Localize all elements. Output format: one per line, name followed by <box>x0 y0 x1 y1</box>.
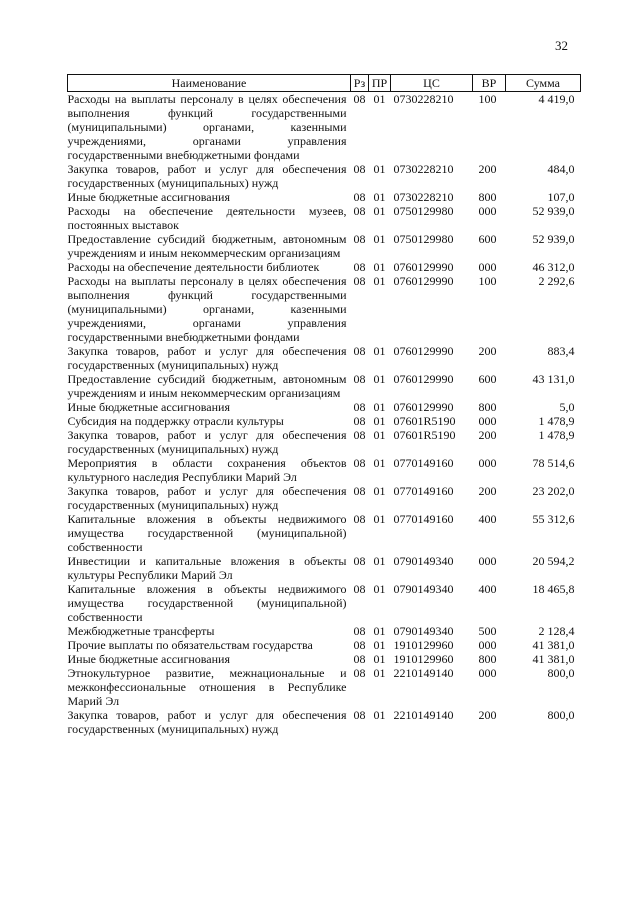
header-sum: Сумма <box>506 75 581 92</box>
cell-vr: 600 <box>478 232 497 246</box>
cell-pr: 01 <box>373 274 386 288</box>
cell-sum: 52 939,0 <box>532 232 575 246</box>
cell-name: Субсидия на поддержку отрасли культуры <box>67 414 284 428</box>
cell-cs: 0770149160 <box>393 512 454 526</box>
cell-pr: 01 <box>373 624 386 638</box>
cell-rz: 08 <box>353 624 366 638</box>
table-row <box>68 204 581 232</box>
table-row <box>68 400 581 414</box>
cell-name: Расходы на выплаты персоналу в целях обеспечения выполнения функций государственными (муниципальными) органами, казенными учреждениями, органами управления государственными внебюджетными фондами <box>67 274 347 344</box>
cell-cs: 0790149340 <box>393 554 454 568</box>
cell-vr: 200 <box>478 484 497 498</box>
cell-rz: 08 <box>353 484 366 498</box>
cell-rz: 08 <box>353 204 366 218</box>
cell-pr: 01 <box>373 652 386 666</box>
cell-cs: 0760129990 <box>393 372 454 386</box>
table-row <box>68 484 581 512</box>
cell-name: Предоставление субсидий бюджетным, автономным учреждениям и иным некоммерческим организациям <box>67 372 347 400</box>
cell-sum: 55 312,6 <box>532 512 575 526</box>
cell-name: Капитальные вложения в объекты недвижимого имущества государственной (муниципальной) собственности <box>67 512 347 554</box>
cell-name: Межбюджетные трансферты <box>67 624 215 638</box>
table-row <box>68 260 581 274</box>
cell-cs: 07601R5190 <box>393 414 456 428</box>
table-row <box>68 232 581 260</box>
cell-name: Расходы на обеспечение деятельности библиотек <box>67 260 320 274</box>
cell-pr: 01 <box>373 484 386 498</box>
cell-pr: 01 <box>373 708 386 722</box>
cell-pr: 01 <box>373 554 386 568</box>
cell-name: Закупка товаров, работ и услуг для обеспечения государственных (муниципальных) нужд <box>67 708 347 736</box>
cell-cs: 1910129960 <box>393 638 454 652</box>
cell-rz: 08 <box>353 372 366 386</box>
cell-cs: 0750129980 <box>393 204 454 218</box>
cell-sum: 23 202,0 <box>532 484 575 498</box>
cell-pr: 01 <box>373 414 386 428</box>
cell-rz: 08 <box>353 554 366 568</box>
cell-rz: 08 <box>353 456 366 470</box>
cell-vr: 200 <box>478 708 497 722</box>
cell-name: Закупка товаров, работ и услуг для обеспечения государственных (муниципальных) нужд <box>67 484 347 512</box>
cell-vr: 500 <box>478 624 497 638</box>
cell-cs: 0770149160 <box>393 484 454 498</box>
cell-sum: 1 478,9 <box>538 428 575 442</box>
cell-name: Предоставление субсидий бюджетным, автономным учреждениям и иным некоммерческим организациям <box>67 232 347 260</box>
cell-pr: 01 <box>373 260 386 274</box>
cell-sum: 52 939,0 <box>532 204 575 218</box>
table-row <box>68 414 581 428</box>
table-row <box>68 582 581 624</box>
cell-name: Инвестиции и капитальные вложения в объекты культуры Республики Марий Эл <box>67 554 347 582</box>
cell-sum: 2 128,4 <box>538 624 575 638</box>
cell-rz: 08 <box>353 512 366 526</box>
cell-name: Расходы на обеспечение деятельности музеев, постоянных выставок <box>67 204 347 232</box>
cell-rz: 08 <box>353 162 366 176</box>
cell-cs: 07601R5190 <box>393 428 456 442</box>
cell-sum: 43 131,0 <box>532 372 575 386</box>
cell-vr: 000 <box>478 260 497 274</box>
cell-vr: 100 <box>478 274 497 288</box>
cell-pr: 01 <box>373 92 386 106</box>
table-row <box>68 92 581 163</box>
cell-pr: 01 <box>373 162 386 176</box>
cell-name: Прочие выплаты по обязательствам государства <box>67 638 313 652</box>
cell-vr: 400 <box>478 582 497 596</box>
budget-table <box>67 74 581 736</box>
cell-rz: 08 <box>353 400 366 414</box>
cell-vr: 000 <box>478 456 497 470</box>
cell-name: Капитальные вложения в объекты недвижимого имущества государственной (муниципальной) собственности <box>67 582 347 624</box>
cell-rz: 08 <box>353 344 366 358</box>
table-row <box>68 456 581 484</box>
table-row <box>68 708 581 736</box>
table-header-row <box>68 75 581 92</box>
cell-vr: 400 <box>478 512 497 526</box>
cell-pr: 01 <box>373 400 386 414</box>
header-pr: ПР <box>369 75 391 92</box>
cell-sum: 18 465,8 <box>532 582 575 596</box>
cell-name: Иные бюджетные ассигнования <box>67 652 230 666</box>
cell-name: Закупка товаров, работ и услуг для обеспечения государственных (муниципальных) нужд <box>67 428 347 456</box>
cell-cs: 0760129990 <box>393 260 454 274</box>
cell-pr: 01 <box>373 456 386 470</box>
cell-pr: 01 <box>373 638 386 652</box>
cell-name: Иные бюджетные ассигнования <box>67 190 230 204</box>
table-row <box>68 344 581 372</box>
cell-rz: 08 <box>353 414 366 428</box>
cell-sum: 41 381,0 <box>532 638 575 652</box>
table-body <box>68 92 581 737</box>
cell-pr: 01 <box>373 372 386 386</box>
cell-rz: 08 <box>353 260 366 274</box>
table-row <box>68 624 581 638</box>
table-row <box>68 372 581 400</box>
cell-rz: 08 <box>353 708 366 722</box>
table-row <box>68 666 581 708</box>
cell-sum: 2 292,6 <box>538 274 575 288</box>
cell-sum: 46 312,0 <box>532 260 575 274</box>
cell-name: Расходы на выплаты персоналу в целях обеспечения выполнения функций государственными (муниципальными) органами, казенными учреждениями, органами управления государственными внебюджетными фондами <box>67 92 347 162</box>
cell-cs: 0790149340 <box>393 624 454 638</box>
cell-cs: 0770149160 <box>393 456 454 470</box>
cell-vr: 200 <box>478 428 497 442</box>
cell-cs: 0760129990 <box>393 274 454 288</box>
cell-pr: 01 <box>373 344 386 358</box>
cell-vr: 000 <box>478 414 497 428</box>
cell-vr: 800 <box>478 190 497 204</box>
cell-rz: 08 <box>353 582 366 596</box>
table-row <box>68 190 581 204</box>
cell-pr: 01 <box>373 512 386 526</box>
cell-sum: 78 514,6 <box>532 456 575 470</box>
cell-vr: 000 <box>478 666 497 680</box>
cell-name: Закупка товаров, работ и услуг для обеспечения государственных (муниципальных) нужд <box>67 162 347 190</box>
page-number: 32 <box>555 38 568 53</box>
cell-rz: 08 <box>353 274 366 288</box>
table-row <box>68 162 581 190</box>
cell-pr: 01 <box>373 190 386 204</box>
cell-vr: 600 <box>478 372 497 386</box>
cell-pr: 01 <box>373 428 386 442</box>
cell-vr: 200 <box>478 162 497 176</box>
cell-rz: 08 <box>353 428 366 442</box>
cell-sum: 41 381,0 <box>532 652 575 666</box>
cell-sum: 800,0 <box>547 708 575 722</box>
cell-sum: 4 419,0 <box>538 92 575 106</box>
table-row <box>68 652 581 666</box>
cell-rz: 08 <box>353 92 366 106</box>
header-cs: ЦС <box>391 75 473 92</box>
cell-pr: 01 <box>373 232 386 246</box>
cell-sum: 883,4 <box>547 344 575 358</box>
cell-vr: 100 <box>478 92 497 106</box>
cell-vr: 000 <box>478 554 497 568</box>
cell-cs: 0790149340 <box>393 582 454 596</box>
cell-cs: 0760129990 <box>393 344 454 358</box>
table-row <box>68 554 581 582</box>
cell-cs: 1910129960 <box>393 652 454 666</box>
cell-rz: 08 <box>353 666 366 680</box>
table-row <box>68 638 581 652</box>
cell-name: Иные бюджетные ассигнования <box>67 400 230 414</box>
cell-sum: 800,0 <box>547 666 575 680</box>
header-vr: ВР <box>473 75 506 92</box>
cell-vr: 000 <box>478 204 497 218</box>
cell-rz: 08 <box>353 232 366 246</box>
cell-name: Закупка товаров, работ и услуг для обеспечения государственных (муниципальных) нужд <box>67 344 347 372</box>
cell-cs: 0760129990 <box>393 400 454 414</box>
cell-sum: 107,0 <box>547 190 575 204</box>
cell-sum: 20 594,2 <box>532 554 575 568</box>
header-name: Наименование <box>68 75 351 92</box>
table-row <box>68 512 581 554</box>
cell-sum: 5,0 <box>559 400 575 414</box>
cell-vr: 800 <box>478 652 497 666</box>
cell-cs: 0730228210 <box>393 92 454 106</box>
cell-cs: 2210149140 <box>393 708 454 722</box>
cell-cs: 0730228210 <box>393 190 454 204</box>
cell-pr: 01 <box>373 582 386 596</box>
table-row <box>68 428 581 456</box>
cell-name: Мероприятия в области сохранения объектов культурного наследия Республики Марий Эл <box>67 456 347 484</box>
cell-rz: 08 <box>353 190 366 204</box>
cell-vr: 000 <box>478 638 497 652</box>
header-rz: Рз <box>351 75 369 92</box>
cell-vr: 800 <box>478 400 497 414</box>
cell-vr: 200 <box>478 344 497 358</box>
cell-sum: 1 478,9 <box>538 414 575 428</box>
cell-cs: 0750129980 <box>393 232 454 246</box>
cell-name: Этнокультурное развитие, межнациональные и межконфессиональные отношения в Республике Марий Эл <box>67 666 347 708</box>
cell-pr: 01 <box>373 204 386 218</box>
table-row <box>68 274 581 344</box>
cell-sum: 484,0 <box>547 162 575 176</box>
cell-cs: 2210149140 <box>393 666 454 680</box>
cell-cs: 0730228210 <box>393 162 454 176</box>
cell-rz: 08 <box>353 652 366 666</box>
cell-rz: 08 <box>353 638 366 652</box>
cell-pr: 01 <box>373 666 386 680</box>
